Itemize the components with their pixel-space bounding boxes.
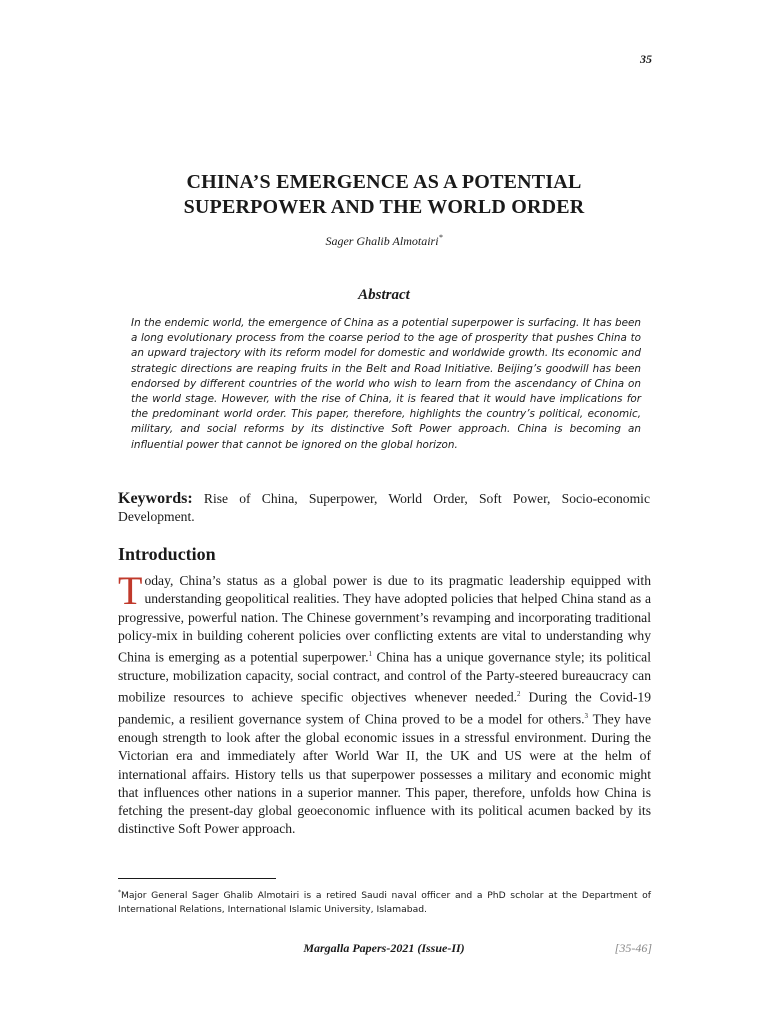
footer-page-range: [35-46] — [614, 941, 652, 955]
keywords-section — [118, 490, 650, 526]
footnote-ref-3[interactable]: 3 — [584, 712, 589, 721]
author-footnote-mark[interactable]: * — [438, 233, 443, 242]
abstract-heading: Abstract — [358, 287, 410, 303]
intro-text-part-2: China has a unique governance style; its political structure, mobilization capacity, social contract, and control of the Party-steered bureaucracy can mobilize resources to achieve specific objectives whenever needed. — [118, 649, 651, 705]
abstract-text: In the endemic world, the emergence of China as a potential superpower is surfacing. It has been a long evolutionary process from the coarse period to the age of prosperity that pushes China to an upward trajectory with its reform model for domestic and worldwide growth. Its economic and strategic directions are reaping fruits in the Belt and Road Initiative. Beijing’s goodwill has been endorsed by different countries of the world who wish to learn from the ascendancy of China on the world stage. However, with the rise of China, it is feared that it would have implications for the predominant world order. This paper, therefore, highlights the country’s political, economic, military, and social reforms by its distinctive Soft Power approach. China is becoming an influential power that cannot be ignored on the global horizon. — [131, 317, 641, 451]
footnote-mark: * — [118, 889, 121, 896]
footnote-ref-1[interactable]: 1 — [368, 650, 373, 659]
keywords-text: Rise of China, Superpower, World Order, Soft Power, Socio-economic Development. — [118, 491, 650, 524]
intro-text-part-1: oday, China’s status as a global power is due to its pragmatic leadership equipped with understanding geopolitical realities. They have adopted policies that helped China stand as a progressive, powerful nation. The Chinese government’s revamping and incorporating traditional policy-mix in building coherent policies over conflicting extents are vital to understanding why China is emerging as a potential superpower. — [118, 573, 651, 665]
article-title — [118, 170, 650, 220]
title-line-1: CHINA’S EMERGENCE AS A POTENTIAL — [186, 171, 582, 193]
introduction-paragraph — [118, 568, 652, 839]
intro-text-part-4: They have enough strength to look after the global economic issues in a stressful environment. During the Victorian era and immediately after World War II, the UK and US were at the helm of international affairs. History tells us that superpower possesses a military and economic might that influences other nations in a superior manner. This paper, therefore, unfolds how China is fetching the present-day global geoeconomic influence with its political acumen backed by its distinctive Soft Power approach. — [118, 711, 651, 837]
keywords-label: Keywords: — [118, 490, 193, 507]
drop-cap: T — [118, 568, 143, 613]
author-byline — [118, 233, 650, 249]
footnote — [118, 886, 651, 917]
footer-journal-name: Margalla Papers-2021 (Issue-II) — [303, 941, 465, 955]
footnote-ref-2[interactable]: 2 — [517, 690, 521, 699]
footnote-divider — [118, 878, 276, 879]
intro-text-part-3: During the Covid-19 pandemic, a resilient governance system of China proved to be a model for others. — [118, 689, 652, 727]
introduction-heading: Introduction — [118, 544, 216, 564]
title-line-2: SUPERPOWER AND THE WORLD ORDER — [183, 196, 585, 218]
footnote-text: Major General Sager Ghalib Almotairi is a retired Saudi naval officer and a PhD scholar at the Department of International Relations, International Islamic University, Islamabad. — [118, 890, 651, 916]
author-name: Sager Ghalib Almotairi — [325, 234, 439, 248]
page-number: 35 — [640, 52, 652, 66]
